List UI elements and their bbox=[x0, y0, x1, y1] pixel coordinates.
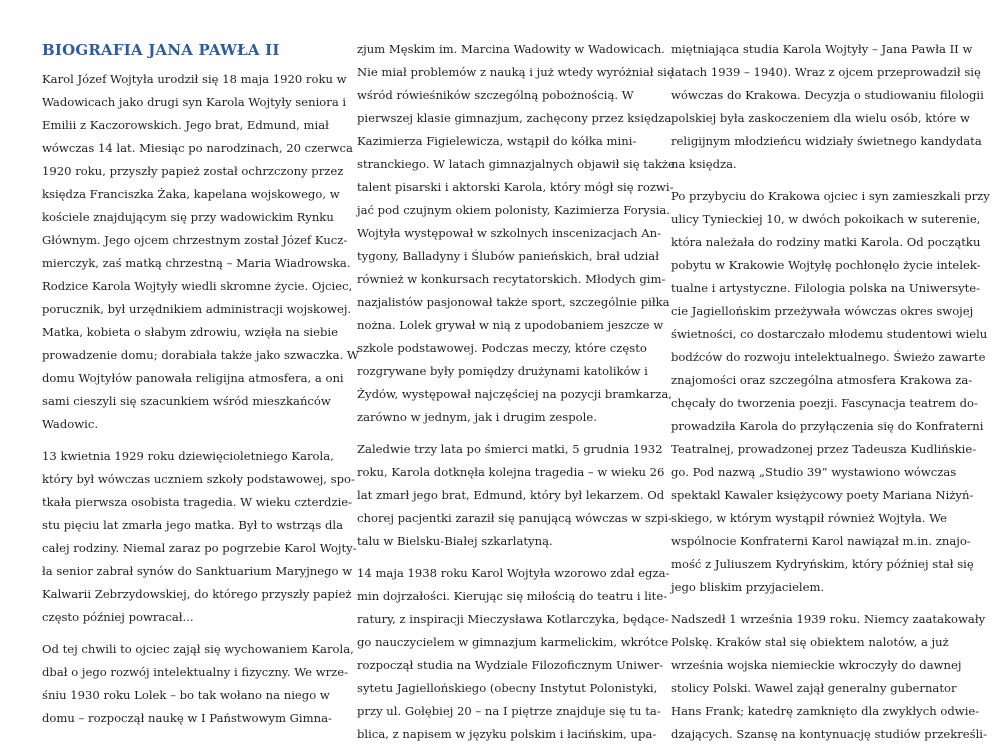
paragraph bbox=[42, 445, 357, 629]
text-line: Nadszedł 1 września 1939 roku. Niemcy zaatakowały bbox=[671, 612, 986, 626]
text-line: Matka, kobieta o słabym zdrowiu, wzięła na siebie bbox=[42, 325, 338, 339]
text-line: Polskę. Kraków stał się obiektem nalotów, a już bbox=[671, 635, 949, 649]
text-line: chorej pacjentki zaraził się panującą wówczas w szpi- bbox=[357, 511, 672, 525]
text-line: min dojrzałości. Kierując się miłością do teatru i lite- bbox=[357, 589, 668, 603]
text-line: domu Wojtyłów panowała religijna atmosfera, a oni bbox=[42, 371, 344, 385]
text-line: stranckiego. W latach gimnazjalnych objawił się także bbox=[357, 157, 675, 171]
paragraph bbox=[357, 562, 670, 746]
text-line: latach 1939 – 1940). Wraz z ojcem przeprowadził się bbox=[671, 65, 981, 79]
text-line: nazjalistów pasjonował także sport, szczególnie piłka bbox=[357, 295, 670, 309]
paragraph bbox=[357, 38, 675, 429]
paragraph bbox=[671, 185, 990, 599]
text-line: spektakl Kawaler księżycowy poety Mariana Niżyń- bbox=[671, 488, 974, 502]
text-line: często później powracał... bbox=[42, 610, 194, 624]
text-line: ratury, z inspiracji Mieczysława Kotlarczyka, będące- bbox=[357, 612, 669, 626]
text-line: zarówno w jednym, jak i drugim zespole. bbox=[357, 410, 597, 424]
text-line: sytetu Jagiellońskiego (obecny Instytut Polonistyki, bbox=[357, 681, 658, 695]
text-line: sami cieszyli się szacunkiem wśród mieszkańców bbox=[42, 394, 331, 408]
text-line: bodźców do rozwoju intelektualnego. Świeżo zawarte bbox=[671, 350, 986, 364]
text-line: szkole podstawowej. Podczas meczy, które często bbox=[357, 341, 647, 355]
text-line: rozgrywane były pomiędzy drużynami katolików i bbox=[357, 364, 648, 378]
text-line: Żydów, występował najczęściej na pozycji bramkarza, bbox=[357, 387, 672, 401]
text-line: Wadowicach jako drugi syn Karola Wojtyły seniora i bbox=[42, 95, 347, 109]
paragraph bbox=[357, 438, 672, 553]
column-3 bbox=[671, 38, 990, 755]
column-2 bbox=[357, 38, 675, 755]
text-line: ulicy Tynieckiej 10, w dwóch pokoikach w suterenie, bbox=[671, 212, 981, 226]
text-line: Hans Frank; katedrę zamknięto dla zwykłych odwie- bbox=[671, 704, 980, 718]
paragraph bbox=[671, 38, 984, 176]
text-line: księdza Franciszka Żaka, kapelana wojskowego, w bbox=[42, 187, 340, 201]
text-line: dzających. Szansę na kontynuację studiów przekreśli- bbox=[671, 727, 987, 741]
text-line: 14 maja 1938 roku Karol Wojtyła wzorowo zdał egza- bbox=[357, 566, 670, 580]
text-line: lat zmarł jego brat, Edmund, który był lekarzem. Od bbox=[357, 488, 665, 502]
text-line: prowadzenie domu; dorabiała także jako szwaczka. W bbox=[42, 348, 359, 362]
text-line: znajomości oraz szczególna atmosfera Krakowa za- bbox=[671, 373, 973, 387]
text-line: całej rodziny. Niemal zaraz po pogrzebie Karol Wojty- bbox=[42, 541, 357, 555]
text-line: 1920 roku, przyszły papież został ochrzczony przez bbox=[42, 164, 344, 178]
page-title: BIOGRAFIA JANA PAWŁA II bbox=[42, 41, 280, 59]
text-line: stu pięciu lat zmarła jego matka. Był to wstrząs dla bbox=[42, 518, 344, 532]
text-line: która należała do rodziny matki Karola. Od początku bbox=[671, 235, 981, 249]
text-line: wówczas do Krakowa. Decyzja o studiowaniu filologii bbox=[671, 88, 984, 102]
text-line: Teatralnej, prowadzonej przez Tadeusza Kudlińskie- bbox=[671, 442, 977, 456]
text-line: ła senior zabrał synów do Sanktuarium Maryjnego w bbox=[42, 564, 353, 578]
text-line: tygony, Balladyny i Ślubów panieńskich, brał udział bbox=[357, 249, 659, 263]
text-line: go nauczycielem w gimnazjum karmelickim, wkrótce bbox=[357, 635, 669, 649]
text-line: śniu 1930 roku Lolek – bo tak wołano na niego w bbox=[42, 688, 330, 702]
text-line: pobytu w Krakowie Wojtyłę pochłonęło życie intelek- bbox=[671, 258, 981, 272]
text-line: Emilii z Kaczorowskich. Jego brat, Edmund, miał bbox=[42, 118, 329, 132]
paragraph bbox=[42, 638, 354, 730]
text-line: domu – rozpoczął naukę w I Państwowym Gimna- bbox=[42, 711, 332, 725]
text-line: tualne i artystyczne. Filologia polska na Uniwersyte- bbox=[671, 281, 981, 295]
text-line: prowadziła Karola do przyłączenia się do Konfraterni bbox=[671, 419, 984, 433]
text-line: skiego, w którym wystąpił również Wojtyła. We bbox=[671, 511, 947, 525]
text-line: rozpoczął studia na Wydziale Filozoficznym Uniwer- bbox=[357, 658, 664, 672]
text-line: chęcały do tworzenia poezji. Fascynacja teatrem do- bbox=[671, 396, 978, 410]
text-line: roku, Karola dotknęła kolejna tragedia – w wieku 26 bbox=[357, 465, 665, 479]
text-line: Kazimierza Figielewicza, wstąpił do kółka mini- bbox=[357, 134, 637, 148]
text-line: Kalwarii Zebrzydowskiej, do którego przyszły papież bbox=[42, 587, 352, 601]
text-line: wśród rówieśników szczególną pobożnością. W bbox=[357, 88, 634, 102]
text-line: polskiej była zaskoczeniem dla wielu osób, które w bbox=[671, 111, 970, 125]
text-line: mość z Juliuszem Kydryńskim, który później stał się bbox=[671, 557, 974, 571]
text-line: nożna. Lolek grywał w nią z upodobaniem jeszcze w bbox=[357, 318, 664, 332]
text-line: blica, z napisem w języku polskim i łacińskim, upa- bbox=[357, 727, 657, 741]
text-line: miętniająca studia Karola Wojtyły – Jana Pawła II w bbox=[671, 42, 973, 56]
text-line: Zaledwie trzy lata po śmierci matki, 5 grudnia 1932 bbox=[357, 442, 663, 456]
text-line: na księdza. bbox=[671, 157, 737, 171]
text-line: jego bliskim przyjacielem. bbox=[671, 580, 825, 594]
text-line: talent pisarski i aktorski Karola, który mógł się rozwi- bbox=[357, 180, 674, 194]
text-line: który był wówczas uczniem szkoły podstawowej, spo- bbox=[42, 472, 355, 486]
text-line: Nie miał problemów z nauką i już wtedy wyróżniał się bbox=[357, 65, 674, 79]
text-line: Karol Józef Wojtyła urodził się 18 maja 1920 roku w bbox=[42, 72, 347, 86]
text-line: religijnym młodzieńcu widziały świetnego kandydata bbox=[671, 134, 982, 148]
text-line: porucznik, był urzędnikiem administracji wojskowej. bbox=[42, 302, 352, 316]
paragraph bbox=[42, 68, 359, 436]
paragraph bbox=[671, 608, 987, 746]
text-line: Głównym. Jego ojcem chrzestnym został Józef Kucz- bbox=[42, 233, 348, 247]
text-line: cie Jagiellońskim przeżywała wówczas okres swojej bbox=[671, 304, 974, 318]
text-line: mierczyk, zaś matką chrzestną – Maria Wiadrowska. bbox=[42, 256, 351, 270]
text-line: pierwszej klasie gimnazjum, zachęcony przez księdza bbox=[357, 111, 672, 125]
text-line: Rodzice Karola Wojtyły wiedli skromne życie. Ojciec, bbox=[42, 279, 353, 293]
text-line: Wadowic. bbox=[42, 417, 99, 431]
text-line: przy ul. Gołębiej 20 – na I piętrze znajduje się tu ta- bbox=[357, 704, 661, 718]
text-line: wspólnocie Konfraterni Karol nawiązał m.in. znajo- bbox=[671, 534, 971, 548]
text-line: tkała pierwsza osobista tragedia. W wieku czterdzie- bbox=[42, 495, 353, 509]
text-line: kościele znajdującym się przy wadowickim Rynku bbox=[42, 210, 334, 224]
text-line: stolicy Polski. Wawel zajął generalny gubernator bbox=[671, 681, 957, 695]
text-line: Wojtyła występował w szkolnych inscenizacjach An- bbox=[357, 226, 662, 240]
text-line: wówczas 14 lat. Miesiąc po narodzinach, 20 czerwca bbox=[42, 141, 353, 155]
text-line: Od tej chwili to ojciec zajął się wychowaniem Karola, bbox=[42, 642, 354, 656]
text-line: września wojska niemieckie wkroczyły do dawnej bbox=[671, 658, 962, 672]
text-line: dbał o jego rozwój intelektualny i fizyczny. We wrze- bbox=[42, 665, 349, 679]
text-line: Po przybyciu do Krakowa ojciec i syn zamieszkali przy bbox=[671, 189, 990, 203]
text-line: talu w Bielsku-Białej szkarlatyną. bbox=[357, 534, 553, 548]
text-line: jać pod czujnym okiem polonisty, Kazimierza Forysia. bbox=[357, 203, 670, 217]
text-line: 13 kwietnia 1929 roku dziewięcioletniego Karola, bbox=[42, 449, 334, 463]
text-line: również w konkursach recytatorskich. Młodych gim- bbox=[357, 272, 666, 286]
text-line: świetności, co dostarczało młodemu studentowi wielu bbox=[671, 327, 988, 341]
text-line: zjum Męskim im. Marcina Wadowity w Wadowicach. bbox=[357, 42, 665, 56]
column-1 bbox=[42, 38, 359, 739]
text-line: go. Pod nazwą „Studio 39” wystawiono wówczas bbox=[671, 465, 957, 479]
